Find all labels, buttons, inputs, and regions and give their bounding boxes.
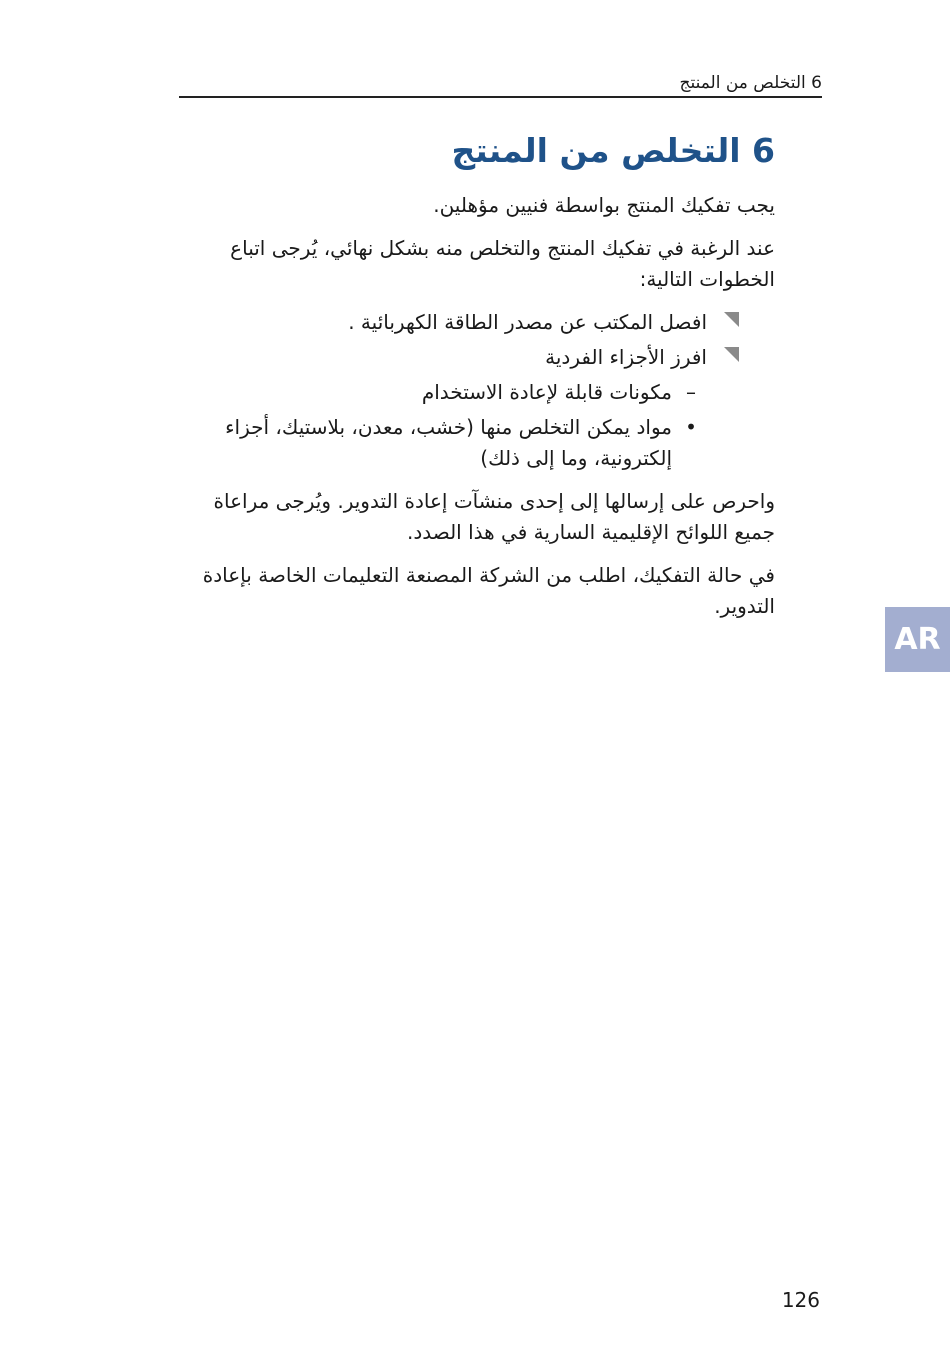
running-header: 6 التخلص من المنتج: [679, 73, 822, 93]
page-number: 126: [781, 1288, 820, 1312]
bullet-marker: •: [685, 415, 697, 439]
disposal-steps-list: [170, 307, 775, 474]
dismantling-paragraph: في حالة التفكيك، اطلب من الشركة المصنعة التعليمات الخاصة بإعادة التدوير.: [202, 563, 775, 618]
steps-intro-paragraph: عند الرغبة في تفكيك المنتج والتخلص منه بشكل نهائي، يُرجى اتباع الخطوات التالية:: [230, 236, 775, 291]
triangle-marker-icon: [724, 312, 739, 327]
intro-paragraph: يجب تفكيك المنتج بواسطة فنيين مؤهلين.: [433, 193, 775, 217]
language-tab: AR: [885, 607, 950, 672]
sub-item-text: مكونات قابلة لإعادة الاستخدام: [421, 380, 672, 404]
list-item: [170, 342, 775, 373]
list-item: [170, 307, 775, 338]
triangle-marker-icon: [724, 347, 739, 362]
step-text: افرز الأجزاء الفردية: [545, 345, 707, 369]
recycling-paragraph: واحرص على إرسالها إلى إحدى منشآت إعادة التدوير. ويُرجى مراعاة جميع اللوائح الإقليمية السارية في هذا الصدد.: [213, 489, 775, 544]
sub-list-item: [170, 412, 775, 474]
sub-item-text: مواد يمكن التخلص منها (خشب، معدن، بلاستيك، أجزاء إلكترونية، وما إلى ذلك): [225, 415, 672, 470]
dash-marker: –: [686, 380, 696, 404]
sub-list-item: [170, 377, 775, 408]
page-title: 6 التخلص من المنتج: [451, 131, 775, 170]
header-rule: [179, 96, 822, 98]
step-text: افصل المكتب عن مصدر الطاقة الكهربائية .: [348, 310, 707, 334]
main-content: [170, 126, 775, 634]
